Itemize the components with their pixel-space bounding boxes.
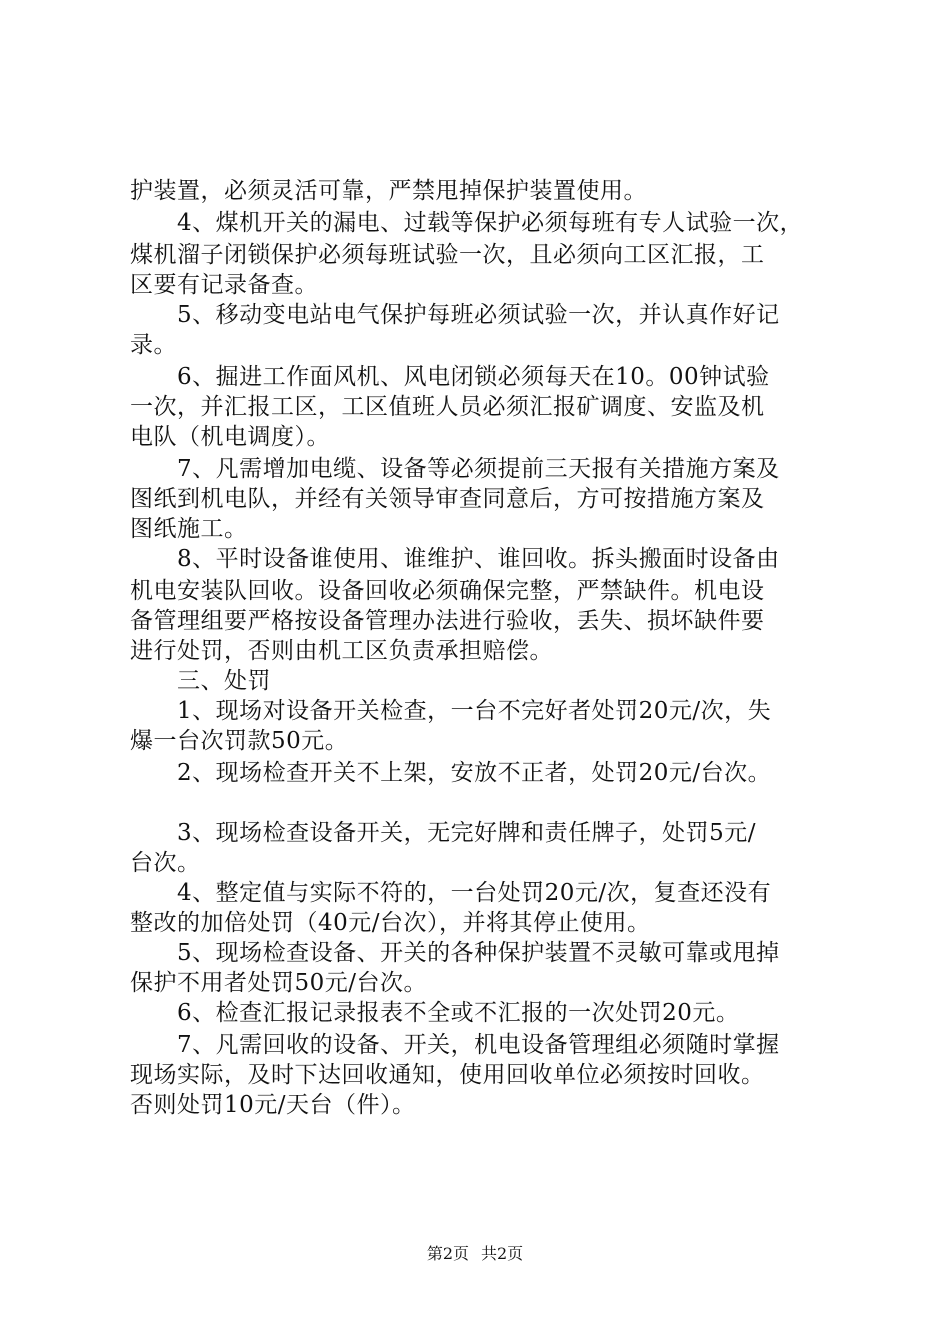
section-heading: 三、处罚 <box>130 668 271 694</box>
text-line: 录。 <box>130 332 177 358</box>
text-line: 1、现场对设备开关检查，一台不完好者处罚20元/次，失 <box>130 698 772 724</box>
page-number: 第2页 <box>426 1244 469 1263</box>
text-line: 6、检查汇报记录报表不全或不汇报的一次处罚20元。 <box>130 1000 740 1026</box>
text-line: 电队（机电调度）。 <box>130 424 330 450</box>
text-line: 图纸到机电队，并经有关领导审查同意后，方可按措施方案及 <box>130 486 765 512</box>
text-line: 7、凡需回收的设备、开关，机电设备管理组必须随时掌握 <box>130 1032 780 1058</box>
text-line: 5、现场检查设备、开关的各种保护装置不灵敏可靠或甩掉 <box>130 940 780 966</box>
text-line: 护装置，必须灵活可靠，严禁甩掉保护装置使用。 <box>130 178 647 204</box>
text-line: 2、现场检查开关不上架，安放不正者，处罚20元/台次。 <box>130 760 772 786</box>
text-line: 图纸施工。 <box>130 516 248 542</box>
text-line: 整改的加倍处罚（40元/台次），并将其停止使用。 <box>130 910 651 936</box>
text-line: 4、整定值与实际不符的，一台处罚20元/次，复查还没有 <box>130 880 772 906</box>
text-line: 一次，并汇报工区，工区值班人员必须汇报矿调度、安监及机 <box>130 394 765 420</box>
text-line: 7、凡需增加电缆、设备等必须提前三天报有关措施方案及 <box>130 456 780 482</box>
text-line: 进行处罚，否则由机工区负责承担赔偿。 <box>130 638 553 664</box>
text-line: 区要有记录备查。 <box>130 272 318 298</box>
text-line: 煤机溜子闭锁保护必须每班试验一次，且必须向工区汇报，工 <box>130 242 765 268</box>
text-line: 备管理组要严格按设备管理办法进行验收，丢失、损坏缺件要 <box>130 608 765 634</box>
text-line: 现场实际，及时下达回收通知，使用回收单位必须按时回收。 <box>130 1062 765 1088</box>
text-line: 台次。 <box>130 850 201 876</box>
text-line: 4、煤机开关的漏电、过载等保护必须每班有专人试验一次， <box>130 210 804 236</box>
text-line: 机电安装队回收。设备回收必须确保完整，严禁缺件。机电设 <box>130 578 765 604</box>
page-total: 共2页 <box>481 1244 524 1263</box>
text-line: 爆一台次罚款50元。 <box>130 728 349 754</box>
text-line: 3、现场检查设备开关，无完好牌和责任牌子，处罚5元/ <box>130 820 757 846</box>
page-footer <box>0 1244 950 1264</box>
text-line: 5、移动变电站电气保护每班必须试验一次，并认真作好记 <box>130 302 780 328</box>
text-line: 8、平时设备谁使用、谁维护、谁回收。拆头搬面时设备由 <box>130 546 780 572</box>
text-line: 6、掘进工作面风机、风电闭锁必须每天在10。00钟试验 <box>130 364 770 390</box>
text-line: 保护不用者处罚50元/台次。 <box>130 970 428 996</box>
text-line: 否则处罚10元/天台（件）。 <box>130 1092 416 1118</box>
